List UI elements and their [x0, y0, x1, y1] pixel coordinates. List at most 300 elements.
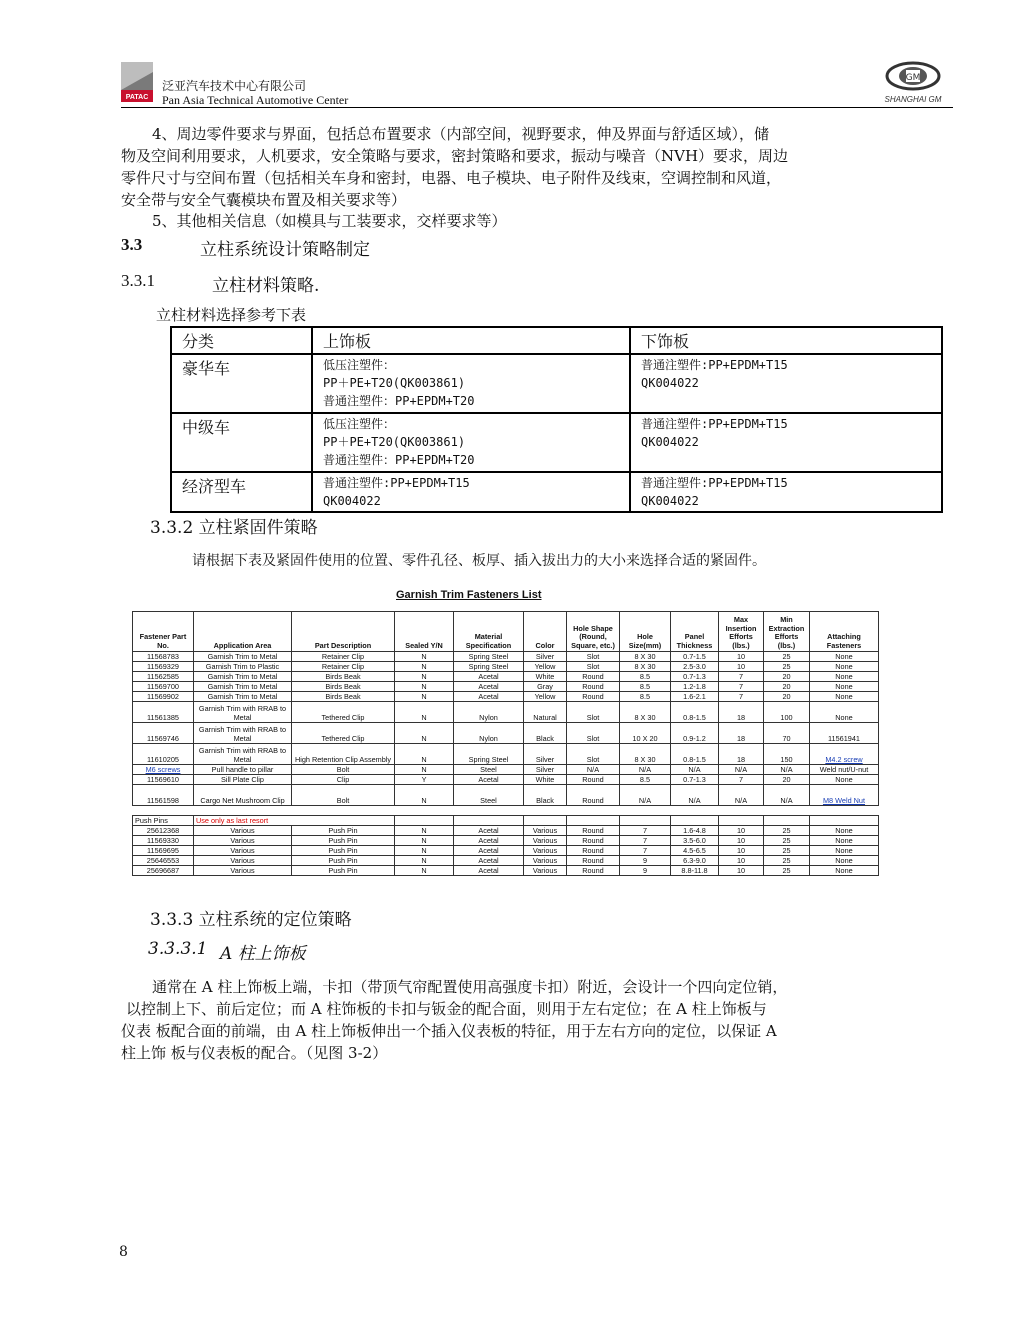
fastener-cell: Round — [567, 692, 620, 702]
fastener-cell: 11569700 — [133, 682, 194, 692]
fastener-gap-cell — [764, 806, 810, 816]
fastener-cell: M8 Weld Nut — [810, 785, 879, 806]
fastener-cell: 11569610 — [133, 775, 194, 785]
material-table — [170, 326, 943, 513]
fastener-cell: 18 — [719, 744, 764, 765]
page-number: 8 — [119, 1244, 128, 1260]
fastener-cell: N — [395, 765, 454, 775]
section-3-3-number: 3.3 — [121, 235, 143, 254]
fastener-cell: N — [395, 836, 454, 846]
fastener-cell: 11610205 — [133, 744, 194, 765]
fastener-cell: Various — [194, 846, 292, 856]
fastener-cell: 20 — [764, 672, 810, 682]
fastener-cell: None — [810, 856, 879, 866]
fastener-cell: N/A — [719, 765, 764, 775]
fastener-cell: N/A — [620, 785, 671, 806]
fastener-cell: Weld nut/U-nut — [810, 765, 879, 775]
fastener-cell: 11569695 — [133, 846, 194, 856]
fastener-cell: Round — [567, 836, 620, 846]
fastener-cell: 0.8-1.5 — [671, 744, 719, 765]
fastener-cell: N — [395, 652, 454, 662]
body-line2: 以控制上下、前后定位；而 A 柱饰板的卡扣与钣金的配合面，则用于左右定位；在 A 柱上饰板与 — [126, 1000, 767, 1018]
material-upper-line: PP＋PE+T20(QK003861) — [323, 376, 466, 390]
para4-line3: 零件尺寸与空间布置（包括相关车身和密封，电器、电子模块、电子附件及线束，空调控制和风道， — [121, 169, 782, 187]
fastener-gap-cell — [454, 806, 524, 816]
fastener-cell: Push Pin — [292, 856, 395, 866]
fastener-cell: Nylon — [454, 702, 524, 723]
fastener-cell: 11562585 — [133, 672, 194, 682]
fastener-cell: Round — [567, 866, 620, 876]
fastener-cell: Garnish Trim to Metal — [194, 692, 292, 702]
fastener-cell: Garnish Trim to Metal — [194, 652, 292, 662]
fastener-cell: 8.8-11.8 — [671, 866, 719, 876]
fastener-cell: Various — [194, 836, 292, 846]
material-row — [171, 354, 942, 413]
fastener-cell: Spring Steel — [454, 744, 524, 765]
company-name-cn: 泛亚汽车技术中心有限公司 — [162, 79, 307, 93]
fastener-cell: 11569330 — [133, 836, 194, 846]
section-3-3-3-1-title: A 柱上饰板 — [220, 944, 306, 964]
fastener-cell — [567, 816, 620, 826]
fastener-cell: Acetal — [454, 775, 524, 785]
material-row — [171, 413, 942, 472]
fastener-cell: Round — [567, 682, 620, 692]
fastener-cell: Slot — [567, 652, 620, 662]
fastener-cell: N — [395, 785, 454, 806]
fastener-cell: None — [810, 672, 879, 682]
fastener-cell: Garnish Trim with RRAB to Metal — [194, 744, 292, 765]
fastener-cell: N — [395, 846, 454, 856]
fastener-row — [133, 744, 879, 765]
fastener-cell: Bolt — [292, 785, 395, 806]
fastener-header-cell: Attaching Fasteners — [810, 612, 879, 652]
fastener-header-cell: Hole Size(mm) — [620, 612, 671, 652]
svg-text:GM: GM — [905, 73, 921, 83]
material-upper — [312, 413, 630, 472]
fastener-cell: Garnish Trim to Metal — [194, 682, 292, 692]
fastener-cell: 7 — [620, 836, 671, 846]
fastener-cell: Clip — [292, 775, 395, 785]
material-lower-line: QK004022 — [641, 435, 699, 449]
fastener-header-cell: Min Extraction Efforts (lbs.) — [764, 612, 810, 652]
fastener-cell: Retainer Clip — [292, 662, 395, 672]
fastener-cell: Spring Steel — [454, 662, 524, 672]
fastener-cell: 25 — [764, 826, 810, 836]
fastener-gap-cell — [194, 806, 292, 816]
material-category: 中级车 — [171, 413, 312, 472]
fastener-cell: Black — [524, 723, 567, 744]
fastener-cell: 0.8-1.5 — [671, 702, 719, 723]
fastener-cell: Acetal — [454, 866, 524, 876]
body-line4: 柱上饰 板与仪表板的配合。（见图 3-2） — [121, 1044, 388, 1062]
fastener-header-row — [133, 612, 879, 652]
fastener-cell: None — [810, 662, 879, 672]
fastener-cell: Various — [524, 836, 567, 846]
fastener-cell: 9 — [620, 866, 671, 876]
fastener-row — [133, 682, 879, 692]
fastener-gap-cell — [719, 806, 764, 816]
fastener-cell: N — [395, 692, 454, 702]
fastener-table-title: Garnish Trim Fasteners List — [396, 589, 542, 601]
fastener-cell: 1.6-4.8 — [671, 826, 719, 836]
fastener-cell: 11561941 — [810, 723, 879, 744]
fastener-gap-cell — [671, 806, 719, 816]
fastener-cell: Pull handle to pillar — [194, 765, 292, 775]
fastener-cell — [620, 816, 671, 826]
fastener-cell: N/A — [671, 785, 719, 806]
fastener-cell: 8 X 30 — [620, 702, 671, 723]
push-pin-row — [133, 856, 879, 866]
fastener-row — [133, 785, 879, 806]
fastener-cell: None — [810, 846, 879, 856]
fastener-header-cell: Part Description — [292, 612, 395, 652]
material-upper — [312, 354, 630, 413]
fastener-cell: Slot — [567, 744, 620, 765]
fastener-cell: Various — [524, 866, 567, 876]
fastener-cell: Round — [567, 672, 620, 682]
para4-line4: 安全带与安全气囊模块布置及相关要求等） — [121, 191, 407, 209]
fastener-cell: 70 — [764, 723, 810, 744]
fastener-cell: 25 — [764, 846, 810, 856]
fastener-cell: 7 — [719, 672, 764, 682]
fastener-cell — [764, 816, 810, 826]
fastener-cell: Round — [567, 785, 620, 806]
fastener-cell: Silver — [524, 744, 567, 765]
fastener-gap-cell — [810, 806, 879, 816]
fastener-cell: 3.5-6.0 — [671, 836, 719, 846]
fastener-cell: Various — [194, 826, 292, 836]
fastener-header-cell: Panel Thickness — [671, 612, 719, 652]
fastener-cell: Yellow — [524, 692, 567, 702]
fastener-gap-cell — [292, 806, 395, 816]
fastener-cell: 150 — [764, 744, 810, 765]
fastener-cell: M6 screws — [133, 765, 194, 775]
fastener-cell: N/A — [719, 785, 764, 806]
fastener-cell: 8 X 30 — [620, 662, 671, 672]
fastener-cell: Round — [567, 826, 620, 836]
para4-line1: 4、周边零件要求与界面，包括总布置要求（内部空间，视野要求，伸及界面与舒适区域），储 — [152, 125, 770, 143]
material-header-upper: 上饰板 — [312, 327, 630, 354]
fastener-cell: 10 — [719, 866, 764, 876]
patac-logo — [121, 62, 153, 102]
fastener-cell: Sill Plate Clip — [194, 775, 292, 785]
section-3-3-3-1-number: 3.3.3.1 — [148, 939, 208, 959]
fastener-cell: 7 — [719, 692, 764, 702]
fastener-cell: Acetal — [454, 692, 524, 702]
fastener-cell — [810, 816, 879, 826]
push-pin-row — [133, 846, 879, 856]
fastener-cell: 18 — [719, 723, 764, 744]
fastener-cell: Various — [524, 846, 567, 856]
fastener-cell — [671, 816, 719, 826]
material-upper-line: 低压注塑件： — [323, 417, 396, 431]
fastener-cell: None — [810, 702, 879, 723]
fastener-cell: Various — [194, 856, 292, 866]
fastener-cell: 10 — [719, 662, 764, 672]
fastener-header-cell: Sealed Y/N — [395, 612, 454, 652]
fastener-cell: Push Pin — [292, 866, 395, 876]
fastener-cell: 7 — [620, 846, 671, 856]
material-lower — [630, 413, 942, 472]
fastener-cell: 6.3-9.0 — [671, 856, 719, 866]
fastener-cell: N/A — [764, 765, 810, 775]
fastener-cell: Yellow — [524, 662, 567, 672]
fastener-gap-cell — [567, 806, 620, 816]
fastener-row — [133, 765, 879, 775]
material-upper — [312, 472, 630, 512]
push-pins-note: Use only as last resort — [194, 816, 395, 826]
fastener-intro: 请根据下表及紧固件使用的位置、零件孔径、板厚、插入拔出力的大小来选择合适的紧固件。 — [192, 553, 766, 569]
fastener-cell: 25 — [764, 856, 810, 866]
fastener-cell: Birds Beak — [292, 672, 395, 682]
fastener-row — [133, 672, 879, 682]
fastener-cell: 20 — [764, 775, 810, 785]
patac-logo-text: PATAC — [125, 94, 149, 101]
material-lower — [630, 472, 942, 512]
fastener-cell: Cargo Net Mushroom Clip — [194, 785, 292, 806]
para5: 5、其他相关信息（如模具与工装要求，交样要求等） — [152, 212, 507, 230]
fastener-cell: Slot — [567, 723, 620, 744]
section-3-3-title: 立柱系统设计策略制定 — [200, 240, 370, 260]
fastener-cell: Gray — [524, 682, 567, 692]
material-upper-line: PP＋PE+T20(QK003861) — [323, 435, 466, 449]
material-category: 豪华车 — [171, 354, 312, 413]
fastener-cell: 0.7-1.5 — [671, 652, 719, 662]
fastener-cell — [454, 816, 524, 826]
fastener-cell: N — [395, 723, 454, 744]
fastener-cell: Garnish Trim with RRAB to Metal — [194, 723, 292, 744]
fastener-cell: None — [810, 682, 879, 692]
material-upper-line: 低压注塑件： — [323, 358, 396, 372]
fastener-cell: White — [524, 775, 567, 785]
material-category: 经济型车 — [171, 472, 312, 512]
fastener-cell: Slot — [567, 662, 620, 672]
body-line3: 仪表 板配合面的前端，由 A 柱上饰板伸出一个插入仪表板的特征，用于左右方向的定位，以保证 A — [121, 1022, 777, 1040]
fastener-cell: 25646553 — [133, 856, 194, 866]
fastener-cell: 1.6-2.1 — [671, 692, 719, 702]
fastener-cell: 8 X 30 — [620, 652, 671, 662]
fastener-cell: N — [395, 866, 454, 876]
fastener-cell: N — [395, 826, 454, 836]
material-lower-line: QK004022 — [641, 376, 699, 390]
fastener-cell: Acetal — [454, 672, 524, 682]
fastener-cell: Acetal — [454, 682, 524, 692]
fastener-row — [133, 723, 879, 744]
material-header-lower: 下饰板 — [630, 327, 942, 354]
fastener-cell: 8 X 30 — [620, 744, 671, 765]
fastener-cell: Y — [395, 775, 454, 785]
fastener-cell: 1.2-1.8 — [671, 682, 719, 692]
fastener-cell: 20 — [764, 692, 810, 702]
material-lower-line: 普通注塑件:PP+EPDM+T15 — [641, 358, 788, 372]
fastener-cell: Nylon — [454, 723, 524, 744]
material-lower-line: QK004022 — [641, 494, 699, 508]
section-3-3-1-number: 3.3.1 — [121, 271, 155, 290]
fastener-cell: 25612368 — [133, 826, 194, 836]
fastener-cell: 2.5-3.0 — [671, 662, 719, 672]
fastener-cell: N/A — [764, 785, 810, 806]
fastener-cell: 7 — [620, 826, 671, 836]
fastener-row — [133, 702, 879, 723]
fastener-cell: Acetal — [454, 856, 524, 866]
fastener-cell — [395, 816, 454, 826]
material-lower-line: 普通注塑件:PP+EPDM+T15 — [641, 417, 788, 431]
fastener-gap-cell — [133, 806, 194, 816]
fastener-row — [133, 652, 879, 662]
fastener-table — [132, 611, 879, 876]
material-lower-line: 普通注塑件:PP+EPDM+T15 — [641, 476, 788, 490]
fastener-cell: None — [810, 692, 879, 702]
company-name-en: Pan Asia Technical Automotive Center — [162, 93, 349, 107]
fastener-cell: 8.5 — [620, 682, 671, 692]
fastener-cell: 11561385 — [133, 702, 194, 723]
material-row — [171, 472, 942, 512]
fastener-row — [133, 692, 879, 702]
fastener-header-cell: Max Insertion Efforts (lbs.) — [719, 612, 764, 652]
fastener-header-cell: Application Area — [194, 612, 292, 652]
fastener-cell: 11569902 — [133, 692, 194, 702]
fastener-cell: 25696687 — [133, 866, 194, 876]
fastener-cell: N — [395, 702, 454, 723]
fastener-header-cell: Hole Shape (Round, Square, etc.) — [567, 612, 620, 652]
fastener-cell: Steel — [454, 765, 524, 775]
fastener-cell: Birds Beak — [292, 682, 395, 692]
fastener-cell: 10 X 20 — [620, 723, 671, 744]
fastener-cell: 11569329 — [133, 662, 194, 672]
push-pin-row — [133, 826, 879, 836]
section-3-3-3-heading: 3.3.3 立柱系统的定位策略 — [150, 910, 352, 930]
material-upper-line: QK004022 — [323, 494, 381, 508]
fastener-cell: 25 — [764, 866, 810, 876]
fastener-cell: N/A — [620, 765, 671, 775]
fastener-cell: 0.7-1.3 — [671, 775, 719, 785]
material-header-category: 分类 — [171, 327, 312, 354]
fastener-cell: 25 — [764, 652, 810, 662]
fastener-cell: 10 — [719, 826, 764, 836]
fastener-cell: Push Pin — [292, 836, 395, 846]
fastener-cell: 10 — [719, 846, 764, 856]
fastener-cell: Silver — [524, 652, 567, 662]
fastener-cell: Push Pin — [292, 846, 395, 856]
fastener-cell: Tethered Clip — [292, 723, 395, 744]
fastener-cell: Silver — [524, 765, 567, 775]
material-table-intro: 立柱材料选择参考下表 — [156, 306, 307, 324]
fastener-cell: 25 — [764, 662, 810, 672]
shanghai-gm-logo-text: SHANGHAI GM — [884, 95, 942, 104]
fastener-cell: Steel — [454, 785, 524, 806]
fastener-cell: None — [810, 652, 879, 662]
fastener-row — [133, 662, 879, 672]
fastener-cell: 4.5-6.5 — [671, 846, 719, 856]
fastener-cell: 10 — [719, 856, 764, 866]
fastener-cell: N — [395, 672, 454, 682]
fastener-cell: 25 — [764, 836, 810, 846]
fastener-gap-cell — [524, 806, 567, 816]
fastener-cell: Acetal — [454, 846, 524, 856]
fastener-cell: None — [810, 775, 879, 785]
fastener-gap-row — [133, 806, 879, 816]
fastener-cell: Acetal — [454, 826, 524, 836]
fastener-cell: N — [395, 856, 454, 866]
section-3-3-1-title: 立柱材料策略. — [212, 276, 320, 296]
fastener-cell: 8.5 — [620, 775, 671, 785]
fastener-cell: Retainer Clip — [292, 652, 395, 662]
fastener-cell: 0.7-1.3 — [671, 672, 719, 682]
fastener-cell: 18 — [719, 702, 764, 723]
fastener-cell — [719, 816, 764, 826]
fastener-header-cell: Material Specification — [454, 612, 524, 652]
fastener-cell: N/A — [567, 765, 620, 775]
fastener-cell: Black — [524, 785, 567, 806]
section-3-3-2-heading: 3.3.2 立柱紧固件策略 — [150, 518, 318, 538]
fastener-cell: Natural — [524, 702, 567, 723]
push-pin-row — [133, 836, 879, 846]
material-upper-line: 普通注塑件：PP+EPDM+T20 — [323, 394, 475, 408]
fastener-cell: N/A — [671, 765, 719, 775]
fastener-cell: Round — [567, 846, 620, 856]
fastener-header-cell: Fastener Part No. — [133, 612, 194, 652]
fastener-cell: 100 — [764, 702, 810, 723]
fastener-row — [133, 775, 879, 785]
material-lower — [630, 354, 942, 413]
fastener-cell: None — [810, 826, 879, 836]
fastener-cell: 7 — [719, 682, 764, 692]
fastener-cell: 8.5 — [620, 692, 671, 702]
material-upper-line: 普通注塑件：PP+EPDM+T20 — [323, 453, 475, 467]
fastener-cell: High Retention Clip Assembly — [292, 744, 395, 765]
fastener-cell: Garnish Trim with RRAB to Metal — [194, 702, 292, 723]
fastener-cell: 9 — [620, 856, 671, 866]
fastener-cell: Garnish Trim to Metal — [194, 672, 292, 682]
fastener-gap-cell — [395, 806, 454, 816]
fastener-cell: Round — [567, 856, 620, 866]
fastener-cell: Spring Steel — [454, 652, 524, 662]
fastener-cell: None — [810, 836, 879, 846]
material-table-header-row — [171, 327, 942, 354]
fastener-cell: 10 — [719, 836, 764, 846]
fastener-cell: 0.9-1.2 — [671, 723, 719, 744]
fastener-cell: Acetal — [454, 836, 524, 846]
fastener-cell: Garnish Trim to Plastic — [194, 662, 292, 672]
push-pins-label: Push Pins — [133, 816, 194, 826]
fastener-cell: 7 — [719, 775, 764, 785]
header-rule — [121, 107, 953, 108]
fastener-cell — [524, 816, 567, 826]
fastener-cell: 11568783 — [133, 652, 194, 662]
fastener-cell: 8.5 — [620, 672, 671, 682]
fastener-cell: N — [395, 662, 454, 672]
fastener-cell: Tethered Clip — [292, 702, 395, 723]
fastener-cell: Bolt — [292, 765, 395, 775]
fastener-cell: Birds Beak — [292, 692, 395, 702]
fastener-cell: Push Pin — [292, 826, 395, 836]
fastener-cell: None — [810, 866, 879, 876]
fastener-gap-cell — [620, 806, 671, 816]
fastener-cell: 11569746 — [133, 723, 194, 744]
push-pins-header-row — [133, 816, 879, 826]
fastener-cell: N — [395, 682, 454, 692]
fastener-cell: Various — [524, 856, 567, 866]
material-upper-line: 普通注塑件:PP+EPDM+T15 — [323, 476, 470, 490]
fastener-cell: 10 — [719, 652, 764, 662]
fastener-cell: Slot — [567, 702, 620, 723]
fastener-cell: White — [524, 672, 567, 682]
body-line1: 通常在 A 柱上饰板上端，卡扣（带顶气帘配置使用高强度卡扣）附近，会设计一个四向定位销， — [152, 978, 788, 996]
fastener-cell: 20 — [764, 682, 810, 692]
fastener-cell: Various — [194, 866, 292, 876]
fastener-cell: Round — [567, 775, 620, 785]
push-pin-row — [133, 866, 879, 876]
